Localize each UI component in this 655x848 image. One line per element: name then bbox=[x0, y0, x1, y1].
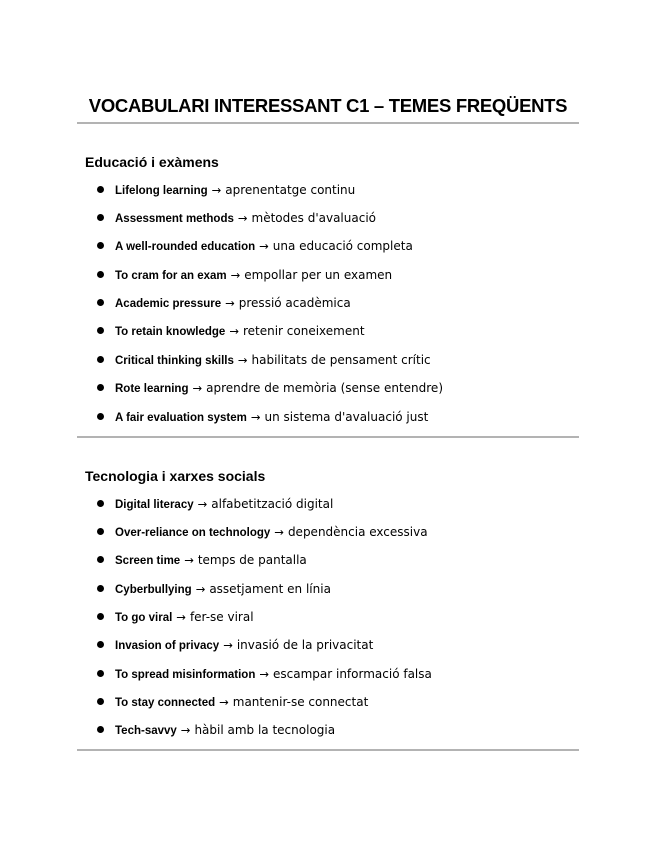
bullet-icon bbox=[97, 500, 104, 507]
translation: una educació completa bbox=[272, 239, 413, 253]
term: Academic pressure bbox=[115, 298, 222, 310]
arrow-icon: → bbox=[192, 381, 203, 395]
translation: temps de pantalla bbox=[197, 553, 307, 567]
term: Cyberbullying bbox=[115, 584, 192, 596]
bullet-icon bbox=[97, 242, 104, 249]
arrow-icon: → bbox=[237, 353, 248, 367]
document-title: VOCABULARI INTERESSANT C1 – TEMES FREQÜENTS bbox=[88, 95, 568, 116]
term: Critical thinking skills bbox=[115, 355, 234, 367]
term: To retain knowledge bbox=[115, 326, 226, 338]
arrow-icon: → bbox=[195, 582, 206, 596]
translation: mantenir-se connectat bbox=[232, 695, 369, 709]
arrow-icon: → bbox=[229, 324, 239, 338]
arrow-icon: → bbox=[219, 695, 229, 709]
translation: assetjament en línia bbox=[209, 582, 331, 596]
bullet-icon bbox=[97, 356, 104, 363]
term: Screen time bbox=[115, 555, 181, 567]
arrow-icon: → bbox=[197, 497, 208, 511]
term: To stay connected bbox=[115, 697, 216, 709]
bullet-icon bbox=[97, 726, 104, 733]
bullet-icon bbox=[97, 299, 104, 306]
bullet-icon bbox=[97, 556, 104, 563]
term: Digital literacy bbox=[115, 499, 194, 511]
term: Lifelong learning bbox=[115, 185, 208, 197]
arrow-icon: → bbox=[225, 296, 235, 310]
translation: un sistema d'avaluació just bbox=[264, 410, 429, 424]
arrow-icon: → bbox=[211, 183, 222, 197]
term: Invasion of privacy bbox=[115, 640, 220, 652]
term: To spread misinformation bbox=[115, 669, 256, 681]
arrow-icon: → bbox=[184, 553, 194, 567]
term: A well-rounded education bbox=[115, 241, 256, 253]
section-divider bbox=[77, 436, 579, 438]
term: A fair evaluation system bbox=[115, 412, 247, 424]
arrow-icon: → bbox=[250, 410, 261, 424]
arrow-icon: → bbox=[180, 723, 191, 737]
translation: fer-se viral bbox=[189, 610, 254, 624]
section-heading-technology: Tecnologia i xarxes socials bbox=[85, 468, 266, 484]
bullet-icon bbox=[97, 670, 104, 677]
translation: aprendre de memòria (sense entendre) bbox=[206, 381, 443, 395]
translation: empollar per un examen bbox=[244, 268, 393, 282]
bullet-icon bbox=[97, 271, 104, 278]
bullet-icon bbox=[97, 641, 104, 648]
bullet-icon bbox=[97, 613, 104, 620]
bullet-icon bbox=[97, 528, 104, 535]
arrow-icon: → bbox=[259, 667, 269, 681]
bullet-icon bbox=[97, 698, 104, 705]
term: Tech-savvy bbox=[115, 725, 177, 737]
bullet-icon bbox=[97, 214, 104, 221]
bullet-icon bbox=[97, 585, 104, 592]
bullet-icon bbox=[97, 384, 104, 391]
arrow-icon: → bbox=[259, 239, 269, 253]
arrow-icon: → bbox=[223, 638, 233, 652]
arrow-icon: → bbox=[237, 211, 248, 225]
term: Over-reliance on technology bbox=[115, 527, 271, 539]
translation: hàbil amb la tecnologia bbox=[194, 723, 336, 737]
translation: escampar informació falsa bbox=[273, 667, 432, 681]
term: Assessment methods bbox=[115, 213, 234, 225]
term: To go viral bbox=[115, 612, 173, 624]
bullet-icon bbox=[97, 186, 104, 193]
section-divider bbox=[77, 749, 579, 751]
section-heading-education: Educació i exàmens bbox=[85, 154, 219, 170]
translation: alfabetització digital bbox=[211, 497, 334, 511]
arrow-icon: → bbox=[230, 268, 241, 282]
translation: retenir coneixement bbox=[242, 324, 365, 338]
bullet-icon bbox=[97, 327, 104, 334]
term: Rote learning bbox=[115, 383, 189, 395]
translation: habilitats de pensament crític bbox=[251, 353, 431, 367]
translation: invasió de la privacitat bbox=[236, 638, 374, 652]
translation: aprenentatge continu bbox=[225, 183, 356, 197]
title-divider bbox=[77, 122, 579, 124]
translation: pressió acadèmica bbox=[238, 296, 351, 310]
bullet-icon bbox=[97, 413, 104, 420]
translation: mètodes d'avaluació bbox=[251, 211, 376, 225]
arrow-icon: → bbox=[176, 610, 186, 624]
translation: dependència excessiva bbox=[287, 525, 428, 539]
term: To cram for an exam bbox=[115, 270, 227, 282]
arrow-icon: → bbox=[274, 525, 284, 539]
